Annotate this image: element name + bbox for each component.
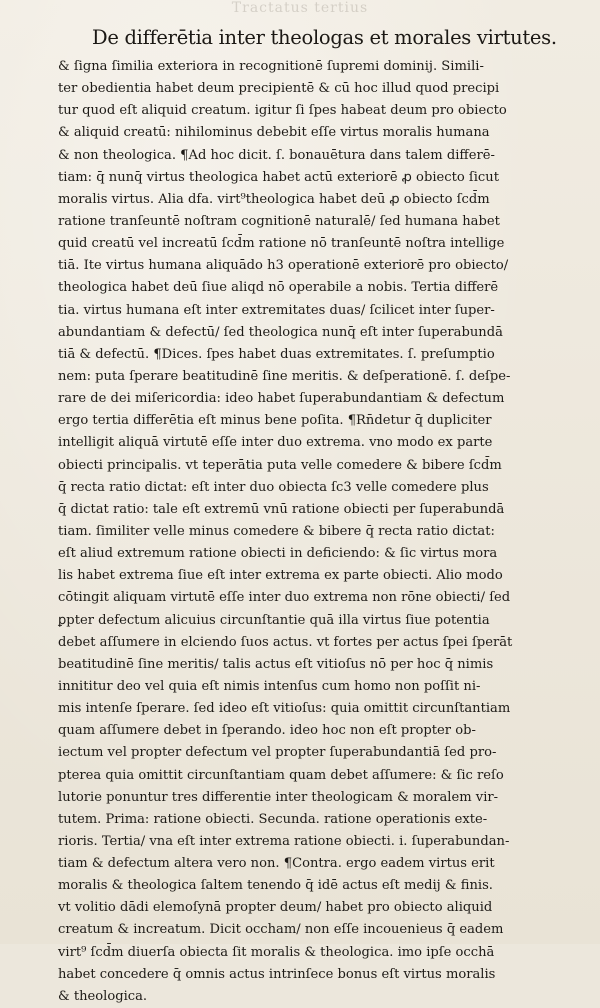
text-line: & non theologica. ¶Ad hoc dicit. ſ. bonauētura dans talem differē-	[58, 147, 495, 163]
text-line: q̄ dictat ratio: tale eſt extremū vnū ratione obiecti per ſuperabundā	[58, 501, 505, 517]
text-line: & ſigna ſimilia exteriora in recognitionē ſupremi dominij. Simili-	[58, 59, 484, 74]
text-line: tiam & defectum altera vero non. ¶Contra. ergo eadem virtus erit	[58, 856, 495, 872]
text-line: tiam: q̄ nunq̄ virtus theologica habet actū exteriorē ꝓ obiecto ſicut	[58, 169, 499, 185]
text-line: tia. virtus humana eſt inter extremitates duas/ ſcilicet inter ſuper-	[58, 302, 495, 318]
text-line: quid creatū vel increatū ſcd̄m ratione nō tranſeuntē noſtra intellige	[58, 236, 505, 252]
text-line: tiā. Ite virtus humana aliquādo h3 operationē exteriorē pro obiecto/	[58, 258, 509, 274]
page-heading: De differētia inter theologas et morales virtutes.	[92, 26, 557, 49]
text-line: quam aſſumere debet in ſperando. ideo hoc non eſt propter ob-	[58, 723, 476, 739]
text-line: moralis virtus. Alia dfa. virt⁹theologica habet deū ꝓ obiecto ſcd̄m	[58, 191, 490, 207]
text-line: debet aſſumere in elciendo ſuos actus. vt fortes per actus ſpei ſperāt	[58, 634, 513, 650]
text-line: lutorie ponuntur tres differentie inter theologicam & moralem vir-	[58, 789, 499, 805]
text-line: habet concedere q̄ omnis actus intrinſece bonus eſt virtus moralis	[58, 966, 496, 982]
bleed-through-text: Tractatus tertius	[231, 0, 369, 16]
text-line: tiam. ſimiliter velle minus comedere & bibere q̄ recta ratio dictat:	[58, 523, 495, 539]
text-line: nem: puta ſperare beatitudinē ſine meritis. & deſperationē. ſ. deſpe-	[58, 368, 511, 384]
text-line: ratione tranſeuntē noſtram cognitionē naturalē/ ſed humana habet	[58, 213, 500, 229]
text-line: theologica habet deū ſiue aliqd nō operabile a nobis. Tertia differē	[58, 280, 499, 296]
text-line: cōtingit aliquam virtutē eſſe inter duo extrema non rōne obiecti/ ſed	[58, 590, 511, 606]
text-line: ꝑpter defectum alicuius circunſtantie quā illa virtus ſiue potentia	[58, 612, 490, 628]
text-line: ergo tertia differētia eſt minus bene poſita. ¶Rn̄detur q̄ dupliciter	[58, 413, 492, 429]
text-line: abundantiam & defectū/ ſed theologica nunq̄ eſt inter ſuperabundā	[58, 324, 503, 340]
text-line: virt⁹ ſcd̄m diuerſa obiecta ſit moralis & theologica. imo ipſe occhā	[58, 944, 495, 960]
text-line: tur quod eſt aliquid creatum. igitur ſi ſpes habeat deum pro obiecto	[58, 103, 507, 119]
text-line: rare de dei miſericordia: ideo habet ſuperabundantiam & defectum	[58, 391, 505, 407]
text-line: obiecti principalis. vt teperātia puta velle comedere & bibere ſcd̄m	[58, 457, 502, 473]
text-line: creatum & increatum. Dicit occham/ non eſſe incouenieus q̄ eadem	[58, 922, 504, 938]
text-line: & aliquid creatū: nihilominus debebit eſſe virtus moralis humana	[58, 125, 490, 141]
text-line: rioris. Tertia/ vna eſt inter extrema ratione obiecti. i. ſuperabundan-	[58, 833, 510, 849]
text-line: eſt aliud extremum ratione obiecti in deficiendo: & ſic virtus mora	[58, 546, 498, 562]
text-line: tutem. Prima: ratione obiecti. Secunda. ratione operationis exte-	[58, 811, 488, 827]
text-line: vt volitio dādi elemoſynā propter deum/ habet pro obiecto aliquid	[58, 900, 493, 916]
text-line: mis intenſe ſperare. ſed ideo eſt vitioſus: quia omittit circunſtantiam	[58, 701, 511, 717]
text-line: q̄ recta ratio dictat: eſt inter duo obiecta ſc3 velle comedere plus	[58, 479, 489, 495]
text-line: tiā & defectū. ¶Dices. ſpes habet duas extremitates. ſ. preſumptio	[58, 346, 495, 362]
body-text	[58, 56, 578, 1008]
text-line: innititur deo vel quia eſt nimis intenſus cum homo non poſſit ni-	[58, 678, 481, 694]
text-line: beatitudinē ſine meritis/ talis actus eſt vitioſus nō per hoc q̄ nimis	[58, 656, 494, 672]
text-line: & theologica.	[58, 988, 148, 1004]
text-line: lis habet extrema ſiue eſt inter extrema ex parte obiecti. Alio modo	[58, 568, 503, 584]
text-line: iectum vel propter defectum vel propter ſuperabundantiā ſed pro-	[58, 745, 497, 761]
text-line: moralis & theologica ſaltem tenendo q̄ idē actus eſt medij & finis.	[58, 878, 493, 894]
text-line: intelligit aliquā virtutē eſſe inter duo extrema. vno modo ex parte	[58, 435, 493, 451]
text-line: ter obedientia habet deum precipientē & cū hoc illud quod precipi	[58, 81, 500, 97]
text-line: pterea quia omittit circunſtantiam quam debet aſſumere: & ſic reſo	[58, 767, 504, 783]
